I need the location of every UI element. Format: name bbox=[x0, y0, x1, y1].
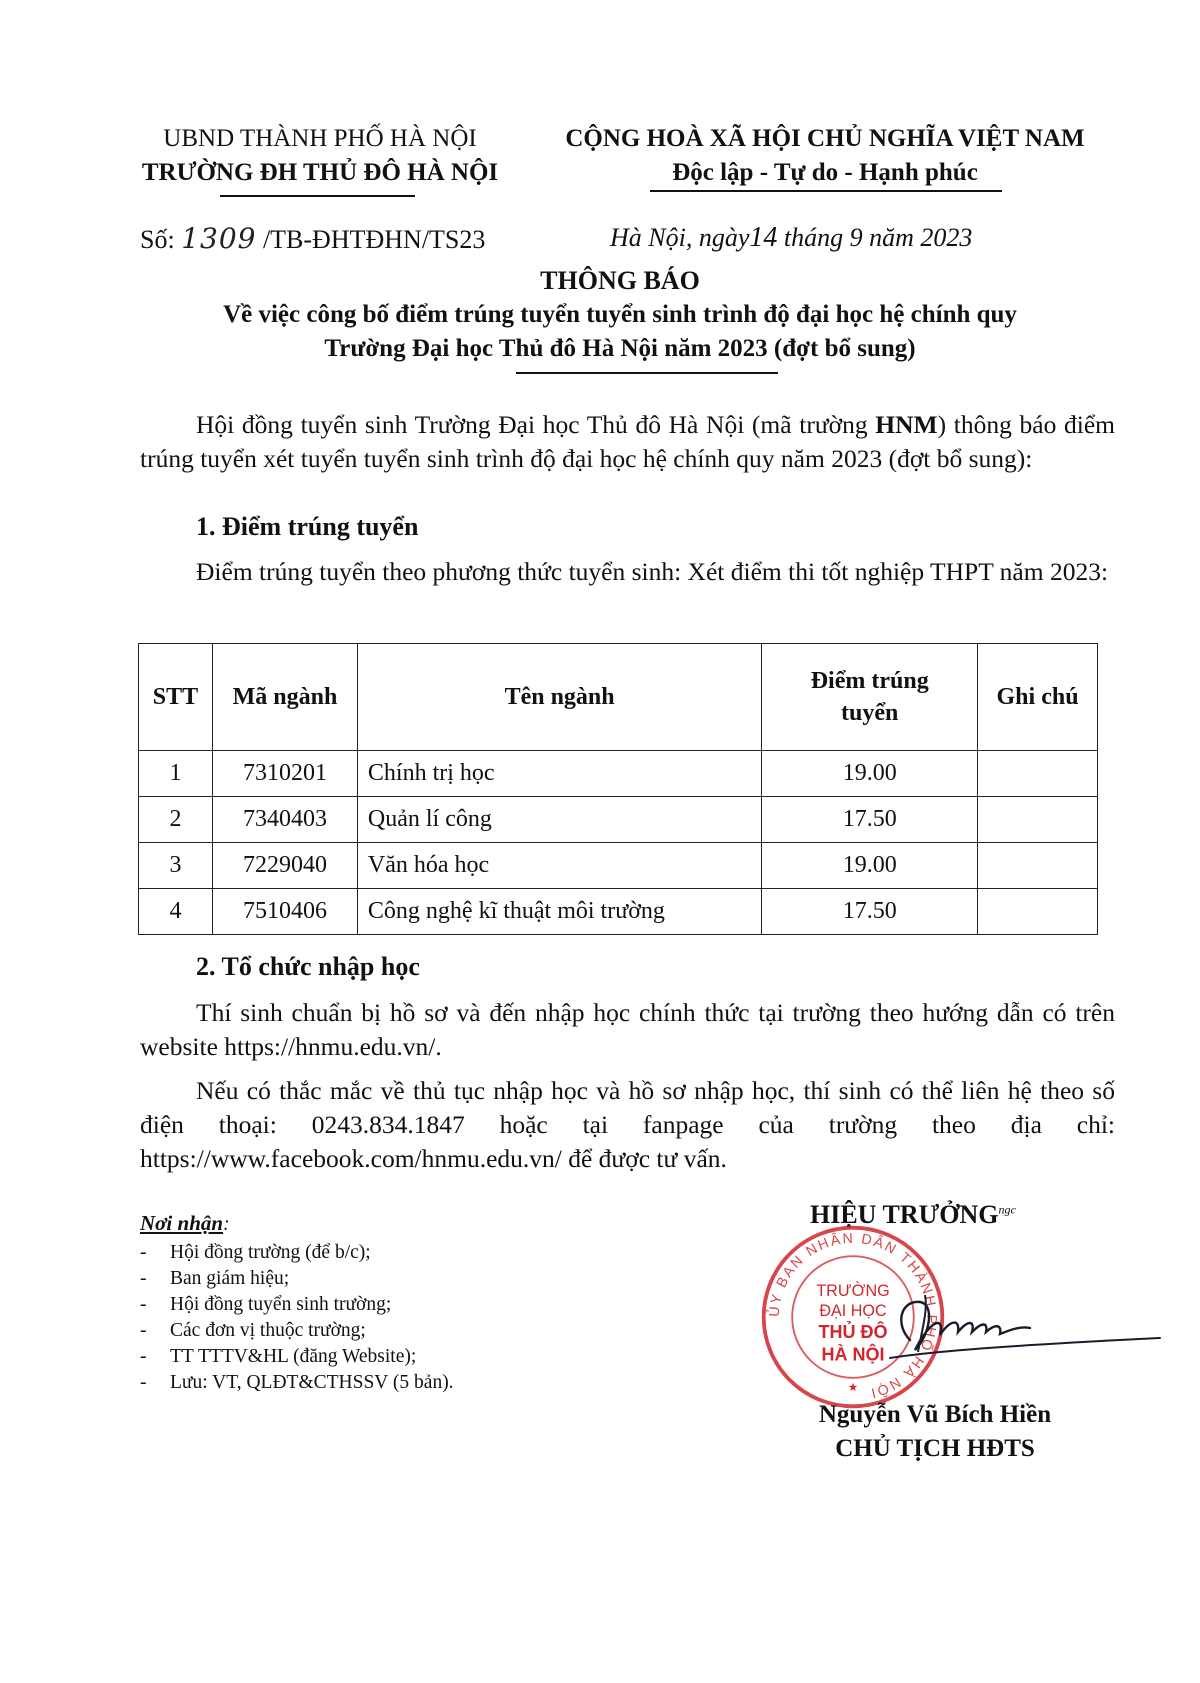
cell-score: 17.50 bbox=[762, 889, 978, 935]
signer-role: CHỦ TỊCH HĐTS bbox=[835, 1435, 1035, 1462]
cell-note bbox=[978, 797, 1098, 843]
signer-block bbox=[755, 1398, 1115, 1466]
school-code: HNM bbox=[875, 410, 938, 439]
intro-paragraph bbox=[140, 408, 1115, 476]
recipients-label: Nơi nhận bbox=[140, 1211, 224, 1235]
cell-stt: 4 bbox=[139, 889, 213, 935]
list-item: - Ban giám hiệu; bbox=[140, 1266, 454, 1292]
cell-code: 7310201 bbox=[212, 751, 357, 797]
list-item: - Hội đồng trường (để b/c); bbox=[140, 1240, 454, 1266]
cell-note bbox=[978, 751, 1098, 797]
cell-stt: 1 bbox=[139, 751, 213, 797]
table-row bbox=[139, 797, 1098, 843]
date-prefix: Hà Nội, ngày bbox=[610, 223, 750, 252]
header-stt: STT bbox=[139, 644, 213, 751]
list-item: - Hội đồng tuyển sinh trường; bbox=[140, 1292, 454, 1318]
cell-score: 19.00 bbox=[762, 843, 978, 889]
intro-text-2: ) thông báo điểm trúng tuyển xét tuyển tuyển sinh trình độ đại học hệ chính quy năm 2023 (đợt bổ sung): bbox=[140, 410, 1115, 473]
signer-title-text: HIỆU TRƯỞNG bbox=[810, 1200, 999, 1229]
section2-paragraph1 bbox=[140, 996, 1115, 1064]
cell-score: 19.00 bbox=[762, 751, 978, 797]
section1-paragraph bbox=[140, 555, 1115, 589]
cell-name: Văn hóa học bbox=[357, 843, 761, 889]
recipients-colon: : bbox=[223, 1214, 230, 1235]
header-major-name: Tên ngành bbox=[357, 644, 761, 751]
stamp-line2: ĐẠI HỌC bbox=[819, 1302, 887, 1321]
agency-line1: UBND THÀNH PHỐ HÀ NỘI bbox=[163, 125, 477, 152]
list-item: - Các đơn vị thuộc trường; bbox=[140, 1318, 454, 1344]
stamp-line3: THỦ ĐÔ bbox=[818, 1321, 888, 1342]
admission-score-table bbox=[138, 643, 1098, 935]
section1-heading-text: 1. Điểm trúng tuyển bbox=[196, 512, 419, 541]
signer-name: Nguyễn Vũ Bích Hiền bbox=[818, 1401, 1052, 1428]
cell-name: Chính trị học bbox=[357, 751, 761, 797]
notice-subtitle-line1: Về việc công bố điểm trúng tuyển tuyển sinh trình độ đại học hệ chính quy bbox=[223, 301, 1017, 328]
document-number bbox=[140, 222, 485, 255]
section2-heading bbox=[140, 950, 1115, 984]
table-header-row bbox=[139, 644, 1098, 751]
nation-header bbox=[535, 122, 1115, 190]
document-number-label: Số: bbox=[140, 225, 175, 254]
header-major-code: Mã ngành bbox=[212, 644, 357, 751]
table-row bbox=[139, 751, 1098, 797]
cell-score: 17.50 bbox=[762, 797, 978, 843]
document-number-suffix: /TB-ĐHTĐHN/TS23 bbox=[262, 225, 486, 254]
date-day-handwritten: 14 bbox=[749, 222, 778, 253]
header-score: Điểm trúng tuyển bbox=[762, 644, 978, 751]
cell-name: Quản lí công bbox=[357, 797, 761, 843]
table-row bbox=[139, 889, 1098, 935]
document-date bbox=[610, 222, 972, 254]
handwritten-signature bbox=[880, 1280, 1170, 1370]
agency-line2: TRƯỜNG ĐH THỦ ĐÔ HÀ NỘI bbox=[141, 159, 499, 186]
notice-subtitle bbox=[100, 298, 1140, 366]
table-row bbox=[139, 843, 1098, 889]
section1-text: Điểm trúng tuyển theo phương thức tuyển sinh: Xét điểm thi tốt nghiệp THPT năm 2023: bbox=[196, 557, 1109, 586]
section2-heading-text: 2. Tổ chức nhập học bbox=[196, 952, 420, 981]
cell-code: 7229040 bbox=[212, 843, 357, 889]
recipients-list bbox=[140, 1240, 454, 1396]
cell-stt: 3 bbox=[139, 843, 213, 889]
cell-note bbox=[978, 889, 1098, 935]
signer-initials: ngc bbox=[998, 1202, 1016, 1217]
list-item: - Lưu: VT, QLĐT&CTHSSV (5 bản). bbox=[140, 1370, 454, 1396]
section2-paragraph2 bbox=[140, 1074, 1115, 1176]
nation-motto: Độc lập - Tự do - Hạnh phúc bbox=[672, 159, 978, 186]
section2-text1: Thí sinh chuẩn bị hồ sơ và đến nhập học chính thức tại trường theo hướng dẫn có trên website https://hnmu.edu.vn/. bbox=[140, 998, 1115, 1061]
stamp-ring-text: ỦY BAN NHÂN DÂN THÀNH PHỐ HÀ NỘI bbox=[766, 1230, 940, 1402]
agency-header bbox=[120, 122, 520, 190]
section2-text2: Nếu có thắc mắc về thủ tục nhập học và hồ sơ nhập học, thí sinh có thể liên hệ theo số điện thoại: 0243.834.1847 hoặc tại fanpage của trường theo địa chỉ: https://www.facebook.com/hnmu.edu.vn/ để được tư vấn. bbox=[140, 1076, 1115, 1173]
cell-code: 7510406 bbox=[212, 889, 357, 935]
section1-heading bbox=[140, 510, 1115, 544]
nation-line1: CỘNG HOÀ XÃ HỘI CHỦ NGHĨA VIỆT NAM bbox=[565, 125, 1085, 152]
notice-subtitle-line2: Trường Đại học Thủ đô Hà Nội năm 2023 (đợt bổ sung) bbox=[324, 335, 916, 362]
cell-name: Công nghệ kĩ thuật môi trường bbox=[357, 889, 761, 935]
title-underline bbox=[516, 372, 778, 374]
recipients-block bbox=[140, 1210, 454, 1396]
cell-note bbox=[978, 843, 1098, 889]
list-item: - TT TTTV&HL (đăng Website); bbox=[140, 1344, 454, 1370]
notice-title: THÔNG BÁO bbox=[540, 266, 700, 295]
document-number-handwritten: 1309 bbox=[181, 222, 257, 255]
stamp-star-icon: ★ bbox=[847, 1380, 859, 1395]
stamp-line4: HÀ NỘI bbox=[821, 1344, 885, 1365]
stamp-line1: TRƯỜNG bbox=[816, 1282, 890, 1301]
agency-underline bbox=[220, 195, 415, 197]
header-note: Ghi chú bbox=[978, 644, 1098, 751]
cell-stt: 2 bbox=[139, 797, 213, 843]
cell-code: 7340403 bbox=[212, 797, 357, 843]
date-suffix: tháng 9 năm 2023 bbox=[783, 223, 973, 252]
intro-text-1: Hội đồng tuyển sinh Trường Đại học Thủ đô Hà Nội (mã trường bbox=[196, 410, 876, 439]
motto-underline bbox=[650, 190, 1002, 192]
